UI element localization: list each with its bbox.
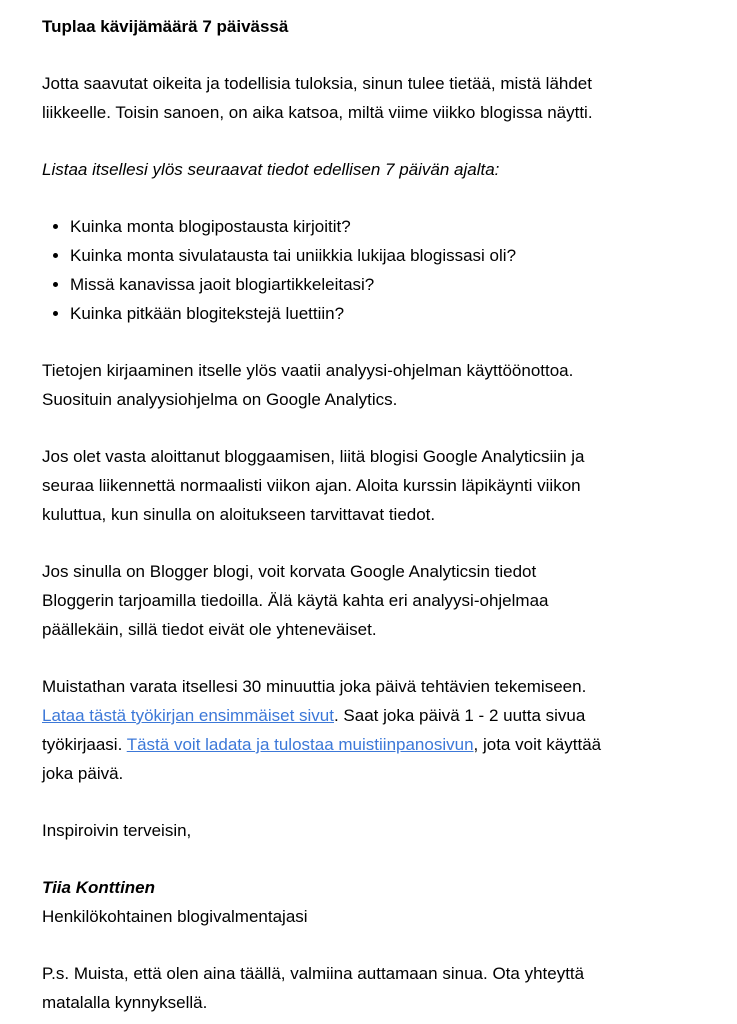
intro-paragraph: Jotta saavutat oikeita ja todellisia tuloksia, sinun tulee tietää, mistä lähdet liikkeelle. Toisin sanoen, on aika katsoa, miltä viime viikko blogissa näytti.: [42, 74, 593, 122]
ps-paragraph: P.s. Muista, että olen aina täällä, valmiina auttamaan sinua. Ota yhteyttä matalalla kynnyksellä.: [42, 964, 585, 1012]
workbook-paragraph: [42, 672, 722, 788]
workbook-text-after: , jota voit käyttää joka päivä.: [42, 735, 602, 783]
signature-role: Henkilökohtainen blogivalmentajasi: [42, 907, 308, 926]
workbook-download-link[interactable]: Lataa tästä työkirjan ensimmäiset sivut: [42, 706, 334, 725]
checklist-item-posts: • Kuinka monta blogipostausta kirjoitit?: [70, 212, 722, 241]
page-title: Tuplaa kävijämäärä 7 päivässä: [42, 17, 289, 36]
workbook-text-between: . Saat joka päivä 1 - 2 uutta sivua työkirjaasi.: [42, 706, 586, 754]
checklist-item-channels: • Missä kanavissa jaoit blogiartikkeleitasi?: [70, 270, 722, 299]
list-intro: Listaa itsellesi ylös seuraavat tiedot edellisen 7 päivän ajalta:: [42, 160, 500, 179]
workbook-text-before: Muistathan varata itsellesi 30 minuuttia joka päivä tehtävien tekemiseen.: [42, 677, 587, 696]
checklist-item-readtime: • Kuinka pitkään blogitekstejä luettiin?: [70, 299, 722, 328]
blogger-paragraph: Jos sinulla on Blogger blogi, voit korvata Google Analyticsin tiedot Bloggerin tarjoamilla tiedoilla. Älä käytä kahta eri analyysi-ohjelmaa päällekäin, sillä tiedot eivät ole yhteneväiset.: [42, 562, 549, 639]
notes-download-link[interactable]: Tästä voit ladata ja tulostaa muistiinpanosivun: [126, 735, 474, 754]
signature-name: Tiia Konttinen: [42, 878, 156, 897]
analytics-paragraph: Tietojen kirjaaminen itselle ylös vaatii analyysi-ohjelman käyttöönottoa. Suosituin analyysiohjelma on Google Analytics.: [42, 361, 574, 409]
closing-line: Inspiroivin terveisin,: [42, 821, 192, 840]
beginner-paragraph: Jos olet vasta aloittanut bloggaamisen, liitä blogisi Google Analyticsiin ja seuraa liikennettä normaalisti viikon ajan. Aloita kurssin läpikäynti viikon kuluttua, kun sinulla on aloitukseen tarvittavat tiedot.: [42, 447, 585, 524]
checklist: [42, 212, 722, 328]
checklist-item-pageviews: • Kuinka monta sivulatausta tai uniikkia lukijaa blogissasi oli?: [70, 241, 722, 270]
